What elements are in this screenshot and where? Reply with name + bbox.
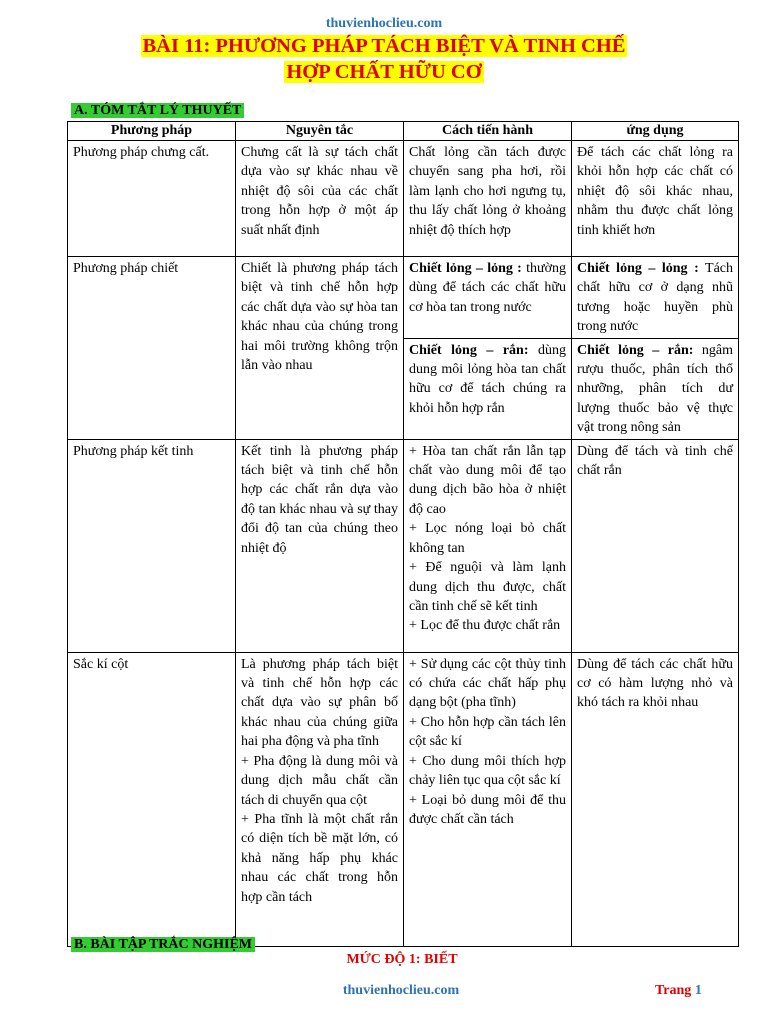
- procedure-cell: Chất lỏng cần tách được chuyển sang pha hơi, rồi làm lạnh cho hơi ngưng tụ, thu lấy chất lỏng ở khoảng nhiệt độ thích hợp: [404, 141, 572, 257]
- page-num: 1: [694, 983, 702, 998]
- procedure-liquid-solid-label: Chiết lỏng – rắn:: [409, 342, 529, 358]
- application-cell-liquid-solid: [572, 338, 739, 439]
- procedure-cell-liquid-liquid: [404, 257, 572, 339]
- table-header-row: [68, 122, 739, 141]
- procedure-step: + Loại bỏ dung môi để thu được chất cần tách: [409, 792, 566, 827]
- application-liquid-solid-label: Chiết lỏng – rắn:: [577, 342, 694, 358]
- principle-cell: Chiết là phương pháp tách biệt và tinh chế hỗn hợp các chất dựa vào sự hòa tan khác nhau của chúng trong hai môi trường không trộn lẫn vào nhau: [236, 257, 404, 440]
- principle-paragraph: + Pha động là dung môi và dung dịch mẫu chất cần tách di chuyển qua cột: [241, 753, 398, 808]
- page-number: [655, 983, 702, 999]
- method-cell: Phương pháp chiết: [68, 257, 236, 440]
- header-site-name: thuvienhoclieu.com: [325, 16, 443, 31]
- application-cell: Để tách các chất lỏng ra khỏi hỗn hợp các chất có nhiệt độ sôi khác nhau, nhằm thu được chất lỏng tinh khiết hơn: [572, 141, 739, 257]
- application-liquid-liquid-label: Chiết lỏng – lỏng :: [577, 261, 699, 276]
- method-cell: Phương pháp kết tinh: [68, 439, 236, 652]
- section-a-label: A. TÓM TẮT LÝ THUYẾT: [71, 103, 244, 118]
- difficulty-level: MỨC ĐỘ 1: BIẾT: [346, 952, 458, 967]
- footer-site-name: thuvienhoclieu.com: [342, 983, 460, 998]
- table-row-distillation: [68, 141, 739, 257]
- application-liquid-liquid-text: Tách chất hữu cơ ở dạng nhũ tương hoặc huyền phù trong nước: [577, 261, 733, 335]
- application-cell-liquid-liquid: [572, 257, 739, 339]
- procedure-liquid-solid-text: dùng dung môi lỏng hòa tan chất hữu cơ để tách chúng ra khỏi hỗn hợp rắn: [409, 342, 566, 416]
- page-label: Trang: [655, 983, 692, 998]
- application-cell: Dùng để tách và tinh chế chất rắn: [572, 439, 739, 652]
- procedure-step: + Cho hỗn hợp cần tách lên cột sắc kí: [409, 714, 566, 750]
- page-title: [0, 33, 768, 85]
- procedure-step: + Hòa tan chất rắn lẫn tạp chất vào dung môi để tạo dung dịch bão hòa ở nhiệt độ cao: [409, 443, 566, 517]
- principle-paragraph: Là phương pháp tách biệt và tinh chế hỗn hợp các chất dựa vào sự phân bố khác nhau của chúng giữa hai pha động và pha tĩnh: [241, 656, 398, 750]
- header-procedure: Cách tiến hành: [404, 122, 572, 141]
- application-cell: Dùng để tách các chất hữu cơ có hàm lượng nhỏ và khó tách ra khỏi nhau: [572, 652, 739, 946]
- procedure-step: + Lọc nóng loại bỏ chất không tan: [409, 521, 566, 556]
- procedure-cell: [404, 652, 572, 946]
- table-row-column-chromatography: [68, 652, 739, 946]
- procedure-step: + Lọc để thu được chất rắn: [409, 618, 561, 634]
- principle-cell: Kết tinh là phương pháp tách biệt và tinh chế hỗn hợp các chất rắn dựa vào độ tan khác nhau và sự thay đổi độ tan của chúng theo nhiệt độ: [236, 439, 404, 652]
- procedure-liquid-liquid-label: Chiết lỏng – lỏng :: [409, 261, 522, 276]
- header-method: Phương pháp: [68, 122, 236, 141]
- method-cell: Phương pháp chưng cất.: [68, 141, 236, 257]
- application-liquid-solid-text: ngâm rượu thuốc, phân tích thổ nhưỡng, phân tích dư lượng thuốc bảo vệ thực vật trong nông sản: [577, 342, 734, 436]
- principle-paragraph: + Pha tĩnh là một chất rắn có diện tích bề mặt lớn, có khả năng hấp phụ khác nhau các chất trong hỗn hợp cần tách: [241, 811, 398, 905]
- header-application: ứng dụng: [572, 122, 739, 141]
- method-cell: Sắc kí cột: [68, 652, 236, 946]
- procedure-liquid-liquid-text: thường dùng để tách các chất hữu cơ hòa tan trong nước: [409, 261, 567, 315]
- section-a-heading: [71, 100, 244, 120]
- procedure-step: + Cho dung môi thích hợp chảy liên tục qua cột sắc kí: [409, 753, 566, 789]
- procedure-step: + Để nguội và làm lạnh dung dịch thu được, chất cần tinh chế sẽ kết tinh: [409, 560, 566, 614]
- principle-cell: Chưng cất là sự tách chất dựa vào sự khác nhau về nhiệt độ sôi của các chất trong hỗn hợp ở một áp suất nhất định: [236, 141, 404, 257]
- table-row-crystallization: [68, 439, 739, 652]
- procedure-cell-liquid-solid: [404, 338, 572, 439]
- section-b-label: B. BÀI TẬP TRẮC NGHIỆM: [71, 937, 255, 952]
- header-principle: Nguyên tắc: [236, 122, 404, 141]
- principle-cell: [236, 652, 404, 946]
- table-row-extraction-a: [68, 257, 739, 339]
- title-line-2: HỢP CHẤT HỮU CƠ: [286, 61, 482, 83]
- section-b-heading: [71, 934, 255, 954]
- procedure-cell: [404, 439, 572, 652]
- procedure-step: + Sử dụng các cột thủy tinh có chứa các chất hấp phụ dạng bột (pha tĩnh): [409, 656, 566, 711]
- title-line-1: BÀI 11: PHƯƠNG PHÁP TÁCH BIỆT VÀ TINH CHẾ: [142, 35, 626, 57]
- summary-table: [67, 121, 739, 947]
